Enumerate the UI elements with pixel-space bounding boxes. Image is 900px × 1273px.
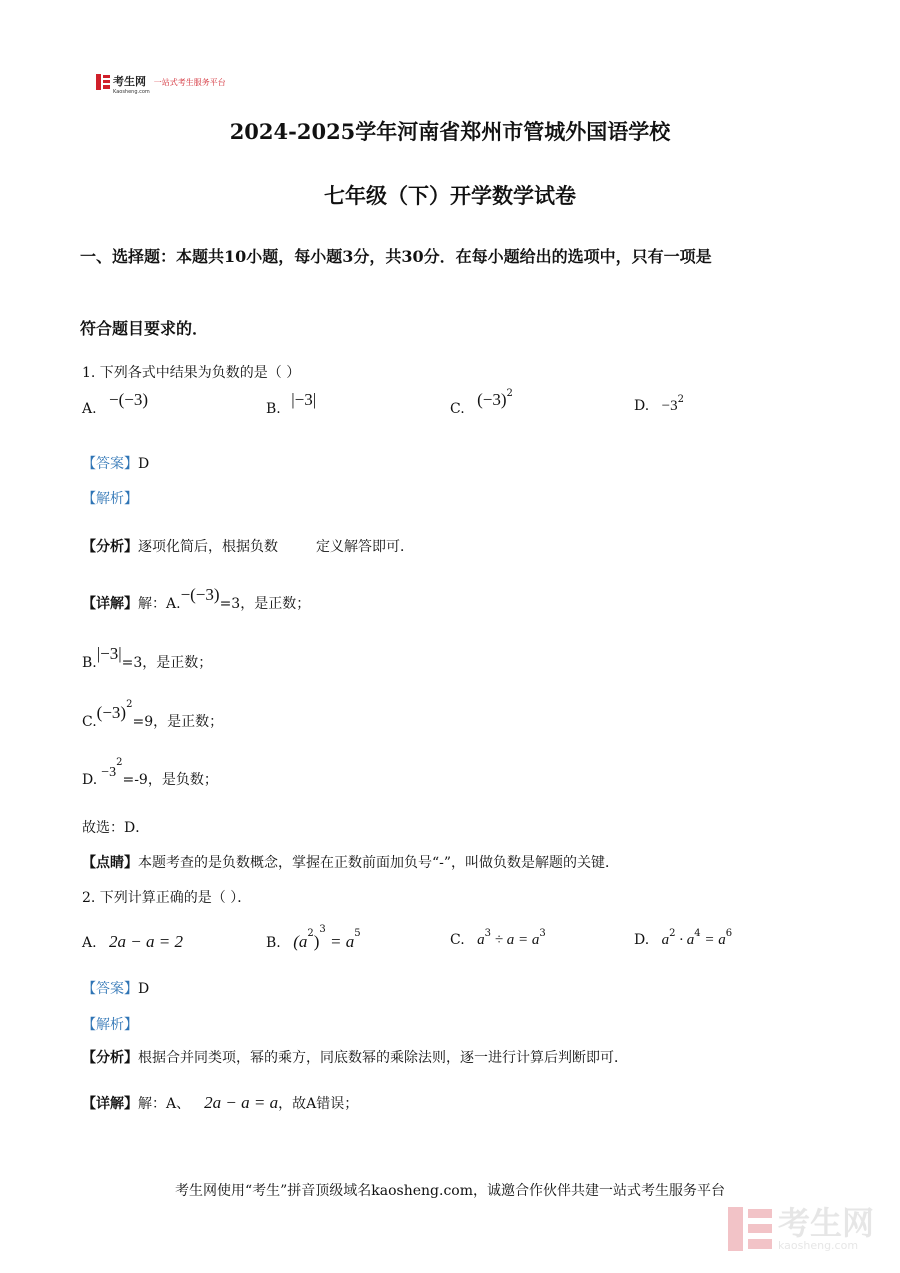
q2-option-b-close: ) <box>313 932 320 951</box>
q1-detail-b <box>82 644 213 672</box>
q1-dianjing-tag: 【点睛】 <box>82 855 138 871</box>
q1-fenxi-a: 逐项化简后，根据负数 <box>138 539 278 555</box>
q2-detail <box>82 1093 358 1113</box>
q1-detail-c <box>82 699 224 731</box>
q1-detail-b-expr: |−3| <box>96 644 122 663</box>
logo-slogan: 一站式考生服务平台 <box>153 77 226 87</box>
kaosheng-logo-icon <box>96 74 110 90</box>
q1-detail-d-sup: 2 <box>116 757 123 768</box>
q1-detail-c-rest: =9，是正数； <box>132 714 224 730</box>
q1-detail-c-expr: (−3) <box>96 703 127 722</box>
q1-option-c <box>450 388 513 418</box>
q1-option-a-label: A. <box>82 401 97 417</box>
q2-option-b-eq: = a <box>325 932 355 951</box>
kaosheng-watermark-icon <box>728 1207 772 1251</box>
q1-detail-prefix: 解：A. <box>138 596 181 612</box>
footer-text: 考生网使用“考生”拼音顶级域名kaosheng.com，诚邀合作伙伴共建一站式考生服务平台 <box>174 1183 726 1199</box>
q2-detail-tag: 【详解】 <box>82 1096 138 1112</box>
q1-option-b-expr: |−3| <box>291 390 317 409</box>
q1-detail-b-label: B. <box>82 655 97 671</box>
q2-stem: 2. 下列计算正确的是（ ）． <box>82 890 252 906</box>
q2-fenxi <box>82 1047 628 1067</box>
q2-detail-prefix: 解：A、 <box>138 1096 191 1112</box>
q1-dianjing <box>82 852 619 872</box>
q2-option-c-mid: ÷ a = a <box>491 932 540 948</box>
q2-option-d-res-sup: 6 <box>725 928 733 939</box>
q2-option-d-label: D. <box>634 932 650 948</box>
section-heading-line1: 一、选择题：本题共10小题，每小题3分，共30分．在每小题给出的选项中，只有一项是 <box>80 247 712 266</box>
q2-fenxi-text: 根据合并同类项，幂的乘方，同底数幂的乘除法则，逐一进行计算后判断即可． <box>138 1050 628 1066</box>
page-title-line2: 七年级（下）开学数学试卷 <box>324 183 576 208</box>
q1-analysis-tag: 【解析】 <box>82 491 138 507</box>
q1-option-c-label: C. <box>450 401 465 417</box>
q2-detail-rest: ，故A错误； <box>278 1096 359 1112</box>
q1-detail-d <box>82 757 218 789</box>
q1-option-b <box>266 390 317 418</box>
q1-option-c-sup: 2 <box>506 388 513 399</box>
q1-detail-b-rest: =3，是正数； <box>121 655 213 671</box>
q2-option-a-label: A. <box>82 935 97 951</box>
watermark-name: 考生网 <box>777 1204 874 1242</box>
q1-detail-d-expr: −3 <box>101 765 117 780</box>
q1-option-a-expr: −(−3) <box>109 390 149 409</box>
q2-option-b-res-sup: 5 <box>354 928 361 939</box>
q1-stem: 1. 下列各式中结果为负数的是（ ） <box>82 365 301 381</box>
q1-detail-a-expr: −(−3) <box>180 585 220 604</box>
q1-option-a <box>82 390 149 418</box>
logo-name: 考生网 <box>113 74 146 88</box>
q2-option-c-label: C. <box>450 932 465 948</box>
q1-answer-tag: 【答案】 <box>82 456 138 472</box>
q1-detail-d-label: D. <box>82 772 98 788</box>
q2-option-d-mid: · a <box>675 932 695 948</box>
q2-option-d-a: a <box>661 932 670 948</box>
q2-option-a <box>82 932 183 952</box>
q1-fenxi-b: 定义解答即可． <box>316 539 414 555</box>
q2-option-d-mid-sup: 4 <box>694 928 701 939</box>
section-heading-line2: 符合题目要求的． <box>80 319 209 338</box>
q1-answer-value: D <box>138 456 150 472</box>
q2-analysis-tag: 【解析】 <box>82 1017 138 1033</box>
q2-option-d-a-sup: 2 <box>669 928 676 939</box>
q2-option-d <box>634 928 733 949</box>
q2-option-c-a-sup: 3 <box>484 928 491 939</box>
q2-option-a-expr: 2a − a = 2 <box>109 932 183 951</box>
q1-detail-tag: 【详解】 <box>82 596 138 612</box>
q1-option-d <box>634 394 684 415</box>
q2-answer-value: D <box>138 981 150 997</box>
q2-option-b <box>266 924 361 952</box>
q1-choose: 故选：D． <box>82 820 150 836</box>
q1-answer <box>82 453 149 473</box>
q1-option-c-expr: (−3) <box>477 390 507 409</box>
q2-detail-expr: 2a − a = a <box>204 1093 279 1112</box>
q2-option-b-outer-sup: 3 <box>319 924 326 935</box>
q2-option-c-a: a <box>477 932 485 948</box>
q2-option-d-eq: = a <box>700 932 726 948</box>
q1-option-d-label: D. <box>634 398 650 414</box>
q1-dianjing-text: 本题考查的是负数概念，掌握在正数前面加负号“-”，叫做负数是解题的关键． <box>138 855 620 871</box>
q1-option-d-expr: −3 <box>661 398 678 414</box>
q2-answer-tag: 【答案】 <box>82 981 138 997</box>
header-logo <box>96 72 226 95</box>
q2-option-b-label: B. <box>266 935 281 951</box>
q1-detail-c-sup: 2 <box>126 699 133 710</box>
watermark-domain: kaosheng.com <box>777 1239 859 1252</box>
watermark-logo <box>728 1206 874 1252</box>
q2-option-c-res-sup: 3 <box>539 928 546 939</box>
q1-fenxi-tag: 【分析】 <box>82 539 138 555</box>
q1-fenxi <box>82 536 414 556</box>
q1-detail-a-rest: =3，是正数； <box>219 596 311 612</box>
q1-option-d-sup: 2 <box>677 394 684 405</box>
q2-fenxi-tag: 【分析】 <box>82 1050 138 1066</box>
q2-option-b-base: (a <box>293 932 308 951</box>
page-title-line1: 2024-2025学年河南省郑州市管城外国语学校 <box>229 119 671 144</box>
q1-option-b-label: B. <box>266 401 281 417</box>
q2-option-c <box>450 928 546 949</box>
q1-detail-a <box>82 585 311 613</box>
q2-answer <box>82 978 149 998</box>
q2-option-b-inner-sup: 2 <box>307 928 314 939</box>
logo-domain: Kaosheng.com <box>113 88 150 95</box>
q1-detail-c-label: C. <box>82 714 97 730</box>
q1-detail-d-rest: =-9，是负数； <box>122 772 218 788</box>
